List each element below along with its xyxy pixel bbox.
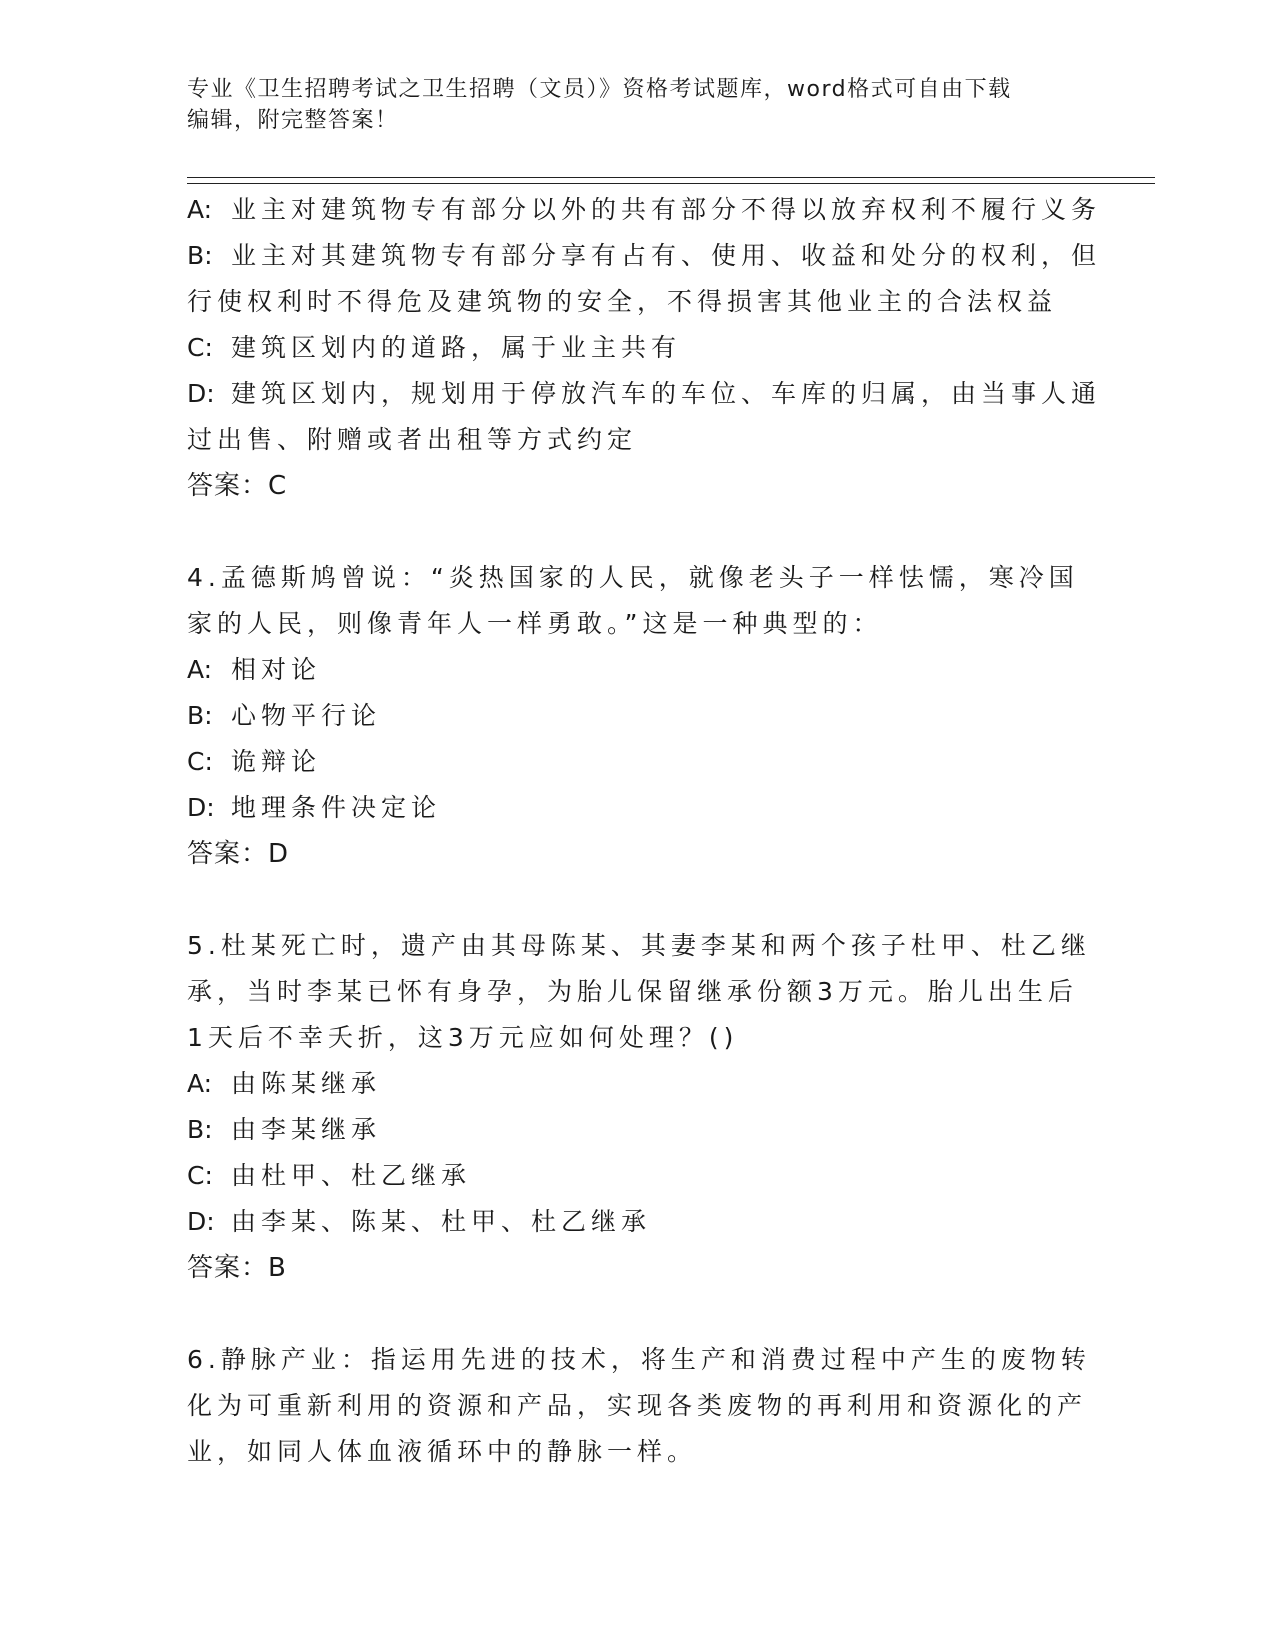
header-divider: [187, 183, 1155, 184]
option-b: [187, 693, 1087, 739]
header-divider: [187, 177, 1155, 178]
question-stem: 承，当时李某已怀有身孕，为胎儿保留继承份额3万元。胎儿出生后: [187, 977, 1078, 1006]
spacer: [187, 1291, 1087, 1337]
option-text-continued: 过出售、附赠或者出租等方式约定: [187, 425, 638, 454]
option-d: [187, 785, 1087, 831]
option-key: A:: [187, 195, 213, 224]
option-text: 诡辩论: [231, 747, 322, 776]
option-key: D:: [187, 793, 215, 822]
question-stem: 6.静脉产业：指运用先进的技术，将生产和消费过程中产生的废物转: [187, 1345, 1091, 1374]
question-stem: 家的人民，则像青年人一样勇敢。”这是一种典型的：: [187, 609, 883, 638]
header-line: 专业《卫生招聘考试之卫生招聘（文员）》资格考试题库，word格式可自由下载: [187, 77, 1012, 102]
option-c: [187, 739, 1087, 785]
option-b: [187, 1107, 1087, 1153]
option-a: [187, 1061, 1087, 1107]
header-line: 编辑，附完整答案！: [187, 108, 399, 133]
answer-line: 答案：C: [187, 471, 288, 501]
option-key: A:: [187, 1069, 213, 1098]
option-text: 由李某、陈某、杜甲、杜乙继承: [231, 1207, 652, 1236]
option-key: C:: [187, 1161, 213, 1190]
option-key: B:: [187, 1115, 213, 1144]
spacer: [187, 877, 1087, 923]
question-stem: 业，如同人体血液循环中的静脉一样。: [187, 1437, 698, 1466]
option-key: D:: [187, 1207, 215, 1236]
document-body: [187, 187, 1102, 1475]
spacer: [187, 509, 1087, 555]
option-text: 地理条件决定论: [231, 793, 442, 822]
option-key: B:: [187, 701, 213, 730]
option-key: C:: [187, 747, 213, 776]
question-4: [187, 555, 1087, 877]
option-a: [187, 187, 1102, 233]
option-text: 由杜甲、杜乙继承: [231, 1161, 472, 1190]
answer-line: 答案：B: [187, 1253, 287, 1283]
question-stem: 化为可重新利用的资源和产品，实现各类废物的再利用和资源化的产: [187, 1391, 1088, 1420]
option-d: [187, 371, 1102, 417]
option-text: 业主对其建筑物专有部分享有占有、使用、收益和处分的权利，但: [231, 241, 1102, 270]
option-d: [187, 1199, 1087, 1245]
question-5: [187, 923, 1091, 1291]
question-3: [187, 187, 1102, 509]
document-header: [187, 74, 1067, 136]
option-key: D:: [187, 379, 215, 408]
option-text: 心物平行论: [231, 701, 382, 730]
option-text-continued: 行使权利时不得危及建筑物的安全，不得损害其他业主的合法权益: [187, 287, 1058, 316]
option-key: B:: [187, 241, 213, 270]
option-text: 建筑区划内，规划用于停放汽车的车位、车库的归属，由当事人通: [231, 379, 1102, 408]
answer-line: 答案：D: [187, 839, 290, 869]
option-text: 业主对建筑物专有部分以外的共有部分不得以放弃权利不履行义务: [231, 195, 1102, 224]
option-key: C:: [187, 333, 213, 362]
option-c: [187, 1153, 1087, 1199]
option-c: [187, 325, 1087, 371]
question-stem: 4.孟德斯鸠曾说：“炎热国家的人民，就像老头子一样怯懦，寒冷国: [187, 563, 1079, 592]
option-b: [187, 233, 1102, 279]
question-6: [187, 1337, 1091, 1475]
option-text: 建筑区划内的道路，属于业主共有: [231, 333, 682, 362]
question-stem: 1天后不幸夭折，这3万元应如何处理？(): [187, 1023, 739, 1052]
option-text: 由陈某继承: [231, 1069, 382, 1098]
option-a: [187, 647, 1087, 693]
option-text: 由李某继承: [231, 1115, 382, 1144]
question-stem: 5.杜某死亡时，遗产由其母陈某、其妻李某和两个孩子杜甲、杜乙继: [187, 931, 1091, 960]
option-text: 相对论: [231, 655, 322, 684]
option-key: A:: [187, 655, 213, 684]
